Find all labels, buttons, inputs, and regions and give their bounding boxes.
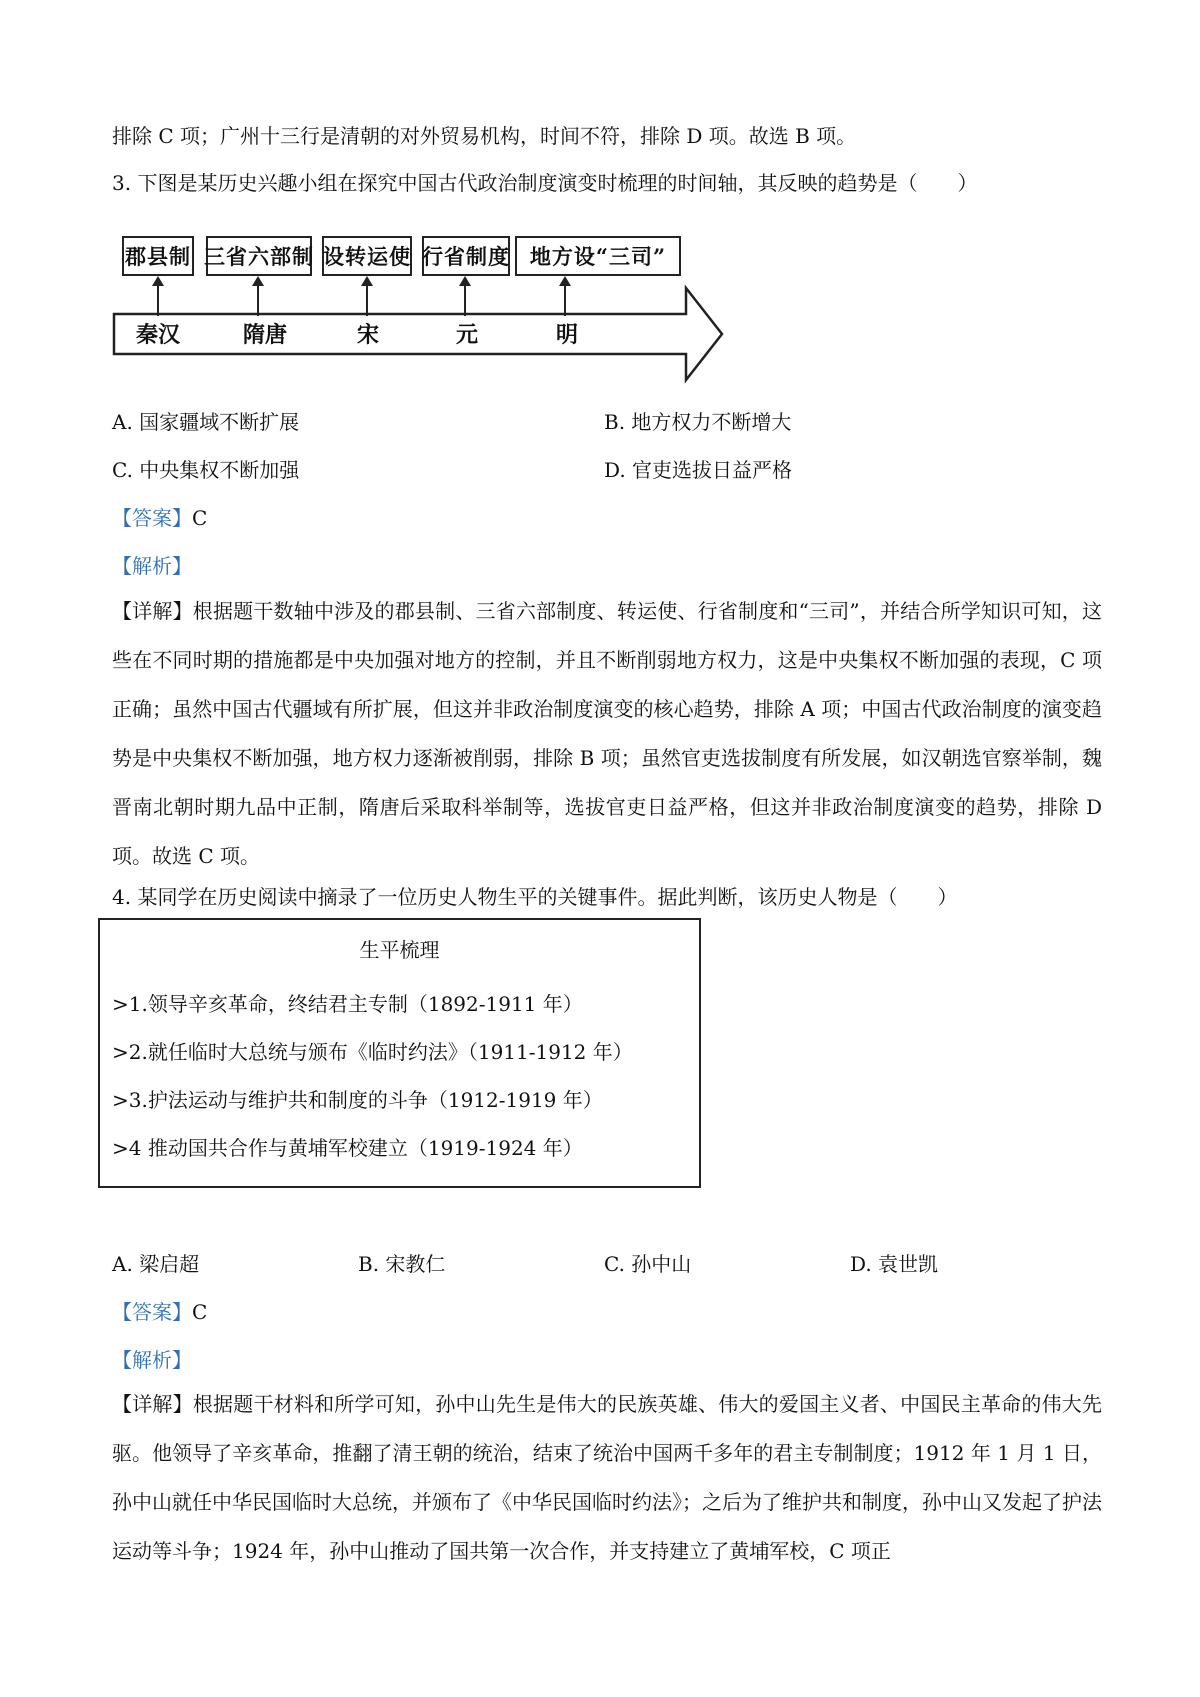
timeline-box-2: 三省六部制 (206, 236, 312, 276)
detail-text: 根据题干材料和所学可知，孙中山先生是伟大的民族英雄、伟大的爱国主义者、中国民主革命的伟大先驱。他领导了辛亥革命，推翻了清王朝的统治，结束了统治中国两千多年的君主专制制度；1912 年 1 月 1 日，孙中山就任中华民国临时大总统，并颁布了《中华民国临时约法》；之后为了维护共和制度，孙中山又发起了护法运动等斗争；1924 年，孙中山推动了国共第一次合作，并支持建立了黄埔军校，C 项正 (112, 1392, 1103, 1563)
q4-answer (112, 1298, 207, 1326)
q3-option-a: A. 国家疆域不断扩展 (112, 410, 300, 434)
q4-option-c: C. 孙中山 (604, 1252, 692, 1276)
timeline-era-4: 元 (456, 322, 479, 348)
biography-item-2: >2.就任临时大总统与颁布《临时约法》（1911-1912 年） (112, 1040, 633, 1064)
q4-option-a: A. 梁启超 (112, 1252, 200, 1276)
q3-answer (112, 504, 207, 532)
detail-label: 【详解】 (112, 1392, 193, 1416)
q3-option-d: D. 官吏选拔日益严格 (604, 458, 793, 482)
timeline-box-4: 行省制度 (422, 236, 510, 276)
timeline-era-2: 隋唐 (243, 322, 288, 348)
answer-label: 【答案】 (112, 1300, 192, 1324)
q3-detail (112, 587, 1102, 881)
detail-label: 【详解】 (112, 599, 193, 623)
biography-item-3: >3.护法运动与维护共和制度的斗争（1912-1919 年） (112, 1088, 603, 1112)
detail-text: 根据题干数轴中涉及的郡县制、三省六部制度、转运使、行省制度和“三司”，并结合所学知识可知，这些在不同时期的措施都是中央加强对地方的控制，并且不断削弱地方权力，这是中央集权不断加强的表现，C 项正确；虽然中国古代疆域有所扩展，但这并非政治制度演变的核心趋势，排除 A 项；中国古代政治制度的演变趋势是中央集权不断加强，地方权力逐渐被削弱，排除 B 项；虽然官吏选拔制度有所发展，如汉朝选官察举制，魏晋南北朝时期九品中正制，隋唐后采取科举制等，选拔官吏日益严格，但这并非政治制度演变的趋势，排除 D 项。故选 C 项。 (112, 599, 1102, 868)
biography-item-1: >1.领导辛亥革命，终结君主专制（1892-1911 年） (112, 992, 583, 1016)
q4-detail (112, 1380, 1102, 1576)
timeline-era-1: 秦汉 (136, 322, 181, 348)
timeline-box-3: 设转运使 (322, 236, 412, 276)
question-4-stem: 4. 某同学在历史阅读中摘录了一位历史人物生平的关键事件。据此判断，该历史人物是（ ） (112, 885, 958, 909)
question-3-stem: 3. 下图是某历史兴趣小组在探究中国古代政治制度演变时梳理的时间轴，其反映的趋势是（ ） (112, 171, 978, 195)
biography-item-4: >4 推动国共合作与黄埔军校建立（1919-1924 年） (112, 1136, 583, 1160)
previous-answer-tail: 排除 C 项；广州十三行是清朝的对外贸易机构，时间不符，排除 D 项。故选 B 项。 (112, 124, 857, 148)
timeline-box-1: 郡县制 (122, 236, 194, 276)
timeline-era-3: 宋 (357, 322, 380, 348)
q4-option-d: D. 袁世凯 (850, 1252, 939, 1276)
timeline-box-5: 地方设“三司” (515, 236, 681, 276)
answer-label: 【答案】 (112, 506, 192, 530)
biography-title: 生平梳理 (359, 938, 440, 962)
answer-value: C (192, 1300, 208, 1324)
q3-analysis-label: 【解析】 (112, 554, 192, 578)
q3-option-c: C. 中央集权不断加强 (112, 458, 300, 482)
q3-option-b: B. 地方权力不断增大 (604, 410, 792, 434)
biography-box (98, 918, 701, 1188)
answer-value: C (192, 506, 208, 530)
q4-option-b: B. 宋教仁 (358, 1252, 446, 1276)
q4-analysis-label: 【解析】 (112, 1348, 192, 1372)
timeline-era-5: 明 (556, 322, 579, 348)
